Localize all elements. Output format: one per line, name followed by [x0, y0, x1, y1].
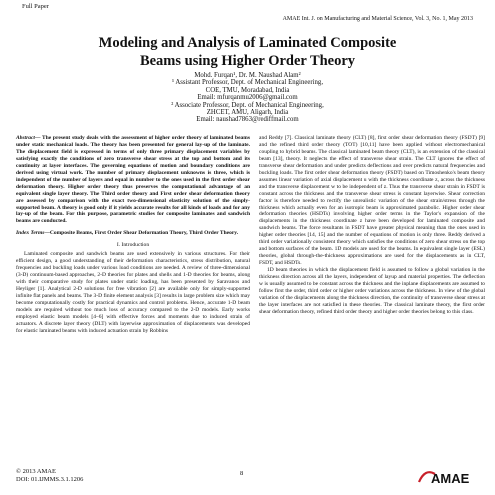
page-number: 8: [240, 470, 244, 477]
doi: DOI: 01.IJMMS.3.1.1206: [16, 476, 84, 483]
journal-header: AMAE Int. J. on Manufacturing and Material Science, Vol. 3, No. 1, May 2013: [282, 16, 473, 22]
author-names: Mohd. Furqan¹, Dr. M. Naushad Alam²: [194, 72, 301, 79]
affiliation-1-place: COE, TMU, Moradabad, India: [205, 86, 290, 94]
body-paragraph: and Reddy [7]. Classical laminate theory (CLT) [8], first order shear deformation theory (FSDT) [9] and the refined third order theory (TOT) [10,11] have been applied without electromechanical coupling to hybrid beams. The classical laminated beam theory (CLT), is an extension of the classical beam [13], theory. It neglects the effect of transverse shear strain. The CLT ignores the effect of transverse shear deformation and under predicts deflections and over predicts natural frequencies and buckling loads. The first order shear deformation theory (FSDT) based on Timoshenko's beam theory assumes linear variation of axial displacement u with the thickness coordinate z, across the thickness and the transverse displacement w to be independent of z. Thus the transverse shear strain in FSDT is constant across the thickness and the transverse shear stress is constant layerwise. Shear correction factor is therefore needed to rectify the unrealistic variation of the shear strain/stress through the thickness which actually even for an isotropic beam is approximated parabolic. Higher order shear deformation theories (HSDTs) involving higher order terms in the Taylor's expansion of the displacements in the thickness coordinate z have been developed for laminated composite and sandwich beams. The force resultants in FSDT have greater physical meaning than the ones used in higher order theories [14, 15] and the number of equations of motion is only three. Reddy derived a third order variationally consistent theory which satisfies the conditions of zero shear stress on the top and bottom surfaces of the beam. 1D models are used for the beams. In equivalent single layer (ESL) theories, global through-the-thickness approximations are used for the displacements as in CLT, FSDT, and HSDTs.: [259, 135, 485, 267]
running-label: Full Paper: [22, 3, 49, 10]
author-email-2[interactable]: Email: naushad7863@rediffmail.com: [196, 116, 299, 124]
left-column: [16, 135, 250, 335]
title-line: Beams using Higher Order Theory: [139, 53, 356, 69]
logo-text: AMAE: [431, 471, 470, 486]
author-email-1[interactable]: Email: mfurqanmu2006@gmail.com: [197, 94, 298, 102]
index-terms: [16, 230, 250, 237]
body-paragraph: 1D beam theories in which the displacement field is assumed to follow a global variation in the thickness direction across all the layers, independent of layup and material properties. The deflection w is usually assumed to be constant across the thickness and the inplane displacements are assumed to follow first the order, third order or higher order variations across the thickness. In view of the global variation of the displacements along the thickness direction, the continuity of transverse shear stress at the layer interfaces are not satisfied in these theories. The classical laminate theory, the first order shear deformation theory, refined third order theory and higher order theories belong to this class.: [259, 267, 485, 315]
affiliation-1: ¹ Assistant Professor, Dept. of Mechanical Engineering,: [171, 79, 324, 87]
index-terms-label: Index Terms: [16, 230, 45, 237]
author-block: [0, 72, 495, 124]
affiliation-2: ² Associate Professor, Dept. of Mechanical Engineering,: [171, 101, 324, 109]
abstract-label: Abstract—: [16, 135, 41, 141]
copyright: © 2013 AMAE: [16, 468, 56, 475]
title-line: Modeling and Analysis of Laminated Composite: [98, 35, 397, 51]
intro-paragraph: Laminated composite and sandwich beams are used extensively in various structures. For their efficient design, a good understanding of their deformation characteristics, stress distribution, natural frequencies and buckling loads under various load conditions are needed. A review of three-dimensional (3-D) continuum-based approaches, 2-D theories for plates and shells and 1-D theories for beams, along with their comparative study for plates under static loading, has been presented by Saravanos and Heyliger [1]. Analytical 2-D solutions for free vibration [2] are available only for simply-supported infinite flat panels and beams. The 3-D finite element analysis [3] results in large problem size which may become computationally costly for practical dynamics and control problems. Hence, accurate 1-D beam models are required without too much loss of accuracy compared to the 2-D models. Early works employed elastic beam models [4–6] with effective forces and moments due to induced strain of actuators. A discrete layer theory (DLT) with layerwise approximation of displacements was developed for elastic laminated beams with induced actuation strain by Robbins: [16, 251, 250, 334]
abstract-text: The present study deals with the assessment of higher order theory of laminated beams under static mechanical loads. The theory has been presented for general lay-up of the laminate. The displacement field is expressed in terms of only three primary displacement variables by satisfying exactly the conditions of zero transverse shear stress at the top and bottom and its continuity at layer interfaces. The governing equations of motion and boundary conditions are derived using virtual work. The number of primary displacement unknowns is three, which is independent of the number of layers and equal in number to the ones used in the first order shear deformation theory. Higher order theory thus preserves the computational advantage of an equivalent single layer theory. The Third order theory and First order shear deformation theory are assessed by comparison with the exact two-dimensional elasticity solution of the simply-supported beam. A theory is good only if it yields accurate results for all kinds of loads and for any lay-up of the beam. For this purpose, parametric studies for composite laminates and sandwich beams are conducted.: [16, 135, 250, 225]
section-heading: I. Introduction: [116, 242, 150, 249]
abstract: [16, 135, 250, 225]
amae-logo: [417, 466, 481, 486]
affiliation-2-place: ZHCET, AMU, Aligarh, India: [206, 109, 289, 117]
paper-title: [0, 34, 495, 70]
footer: [16, 468, 83, 484]
index-terms-text: —Composite Beams, First Order Shear Deformation Theory, Third Order Theory.: [44, 230, 239, 237]
right-column: [259, 135, 485, 316]
